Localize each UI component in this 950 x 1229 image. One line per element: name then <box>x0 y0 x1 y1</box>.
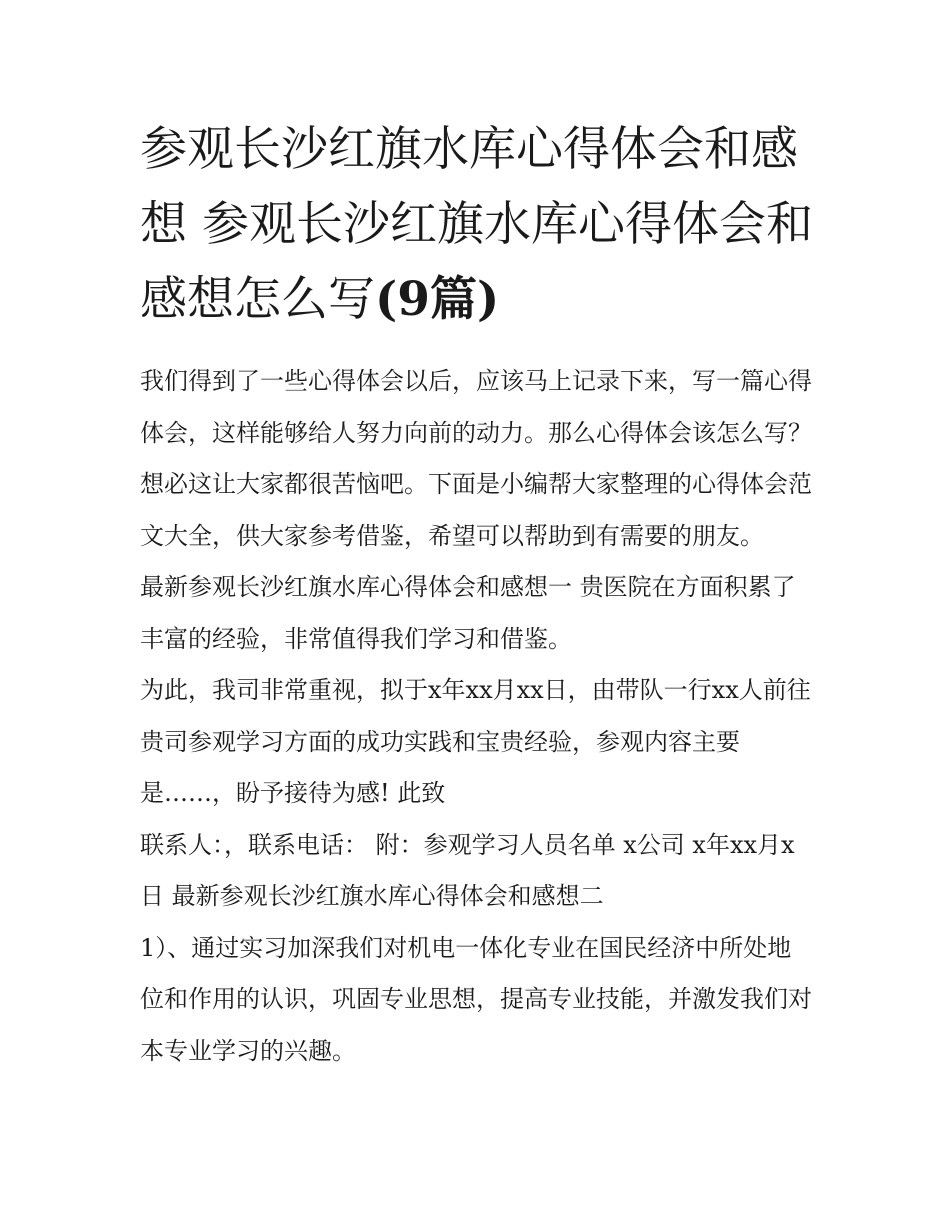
title-count: (9篇) <box>375 272 500 327</box>
paragraph-intro: 我们得到了一些心得体会以后，应该马上记录下来，写一篇心得体会，这样能够给人努力向前的动力。那么心得体会该怎么写？想必这让大家都很苦恼吧。下面是小编帮大家整理的心得体会范文大全，供大家参考借鉴，希望可以帮助到有需要的朋友。 <box>140 367 812 550</box>
paragraph-2: 为此，我司非常重视，拟于x年xx月xx日，由带队一行xx人前往贵司参观学习方面的成功实践和宝贵经验，参观内容主要是……，盼予接待为感! 此致 <box>140 676 811 807</box>
paragraph-4: 1）、通过实习加深我们对机电一体化专业在国民经济中所处地位和作用的认识，巩固专业思想，提高专业技能，并激发我们对本专业学习的兴趣。 <box>140 933 812 1065</box>
paragraph-3: 联系人：，联系电话： 附：参观学习人员名单 x公司 x年xx月x日 最新参观长沙红旗水库心得体会和感想二 <box>140 830 795 910</box>
title-main: 参观长沙红旗水库心得体会和感想 参观长沙红旗水库心得体会和感想怎么写 <box>140 122 813 327</box>
paragraph-1: 最新参观长沙红旗水库心得体会和感想一 贵医院在方面积累了丰富的经验，非常值得我们学习和借鉴。 <box>140 573 796 653</box>
document-body <box>140 356 815 1077</box>
document-title <box>140 112 820 337</box>
